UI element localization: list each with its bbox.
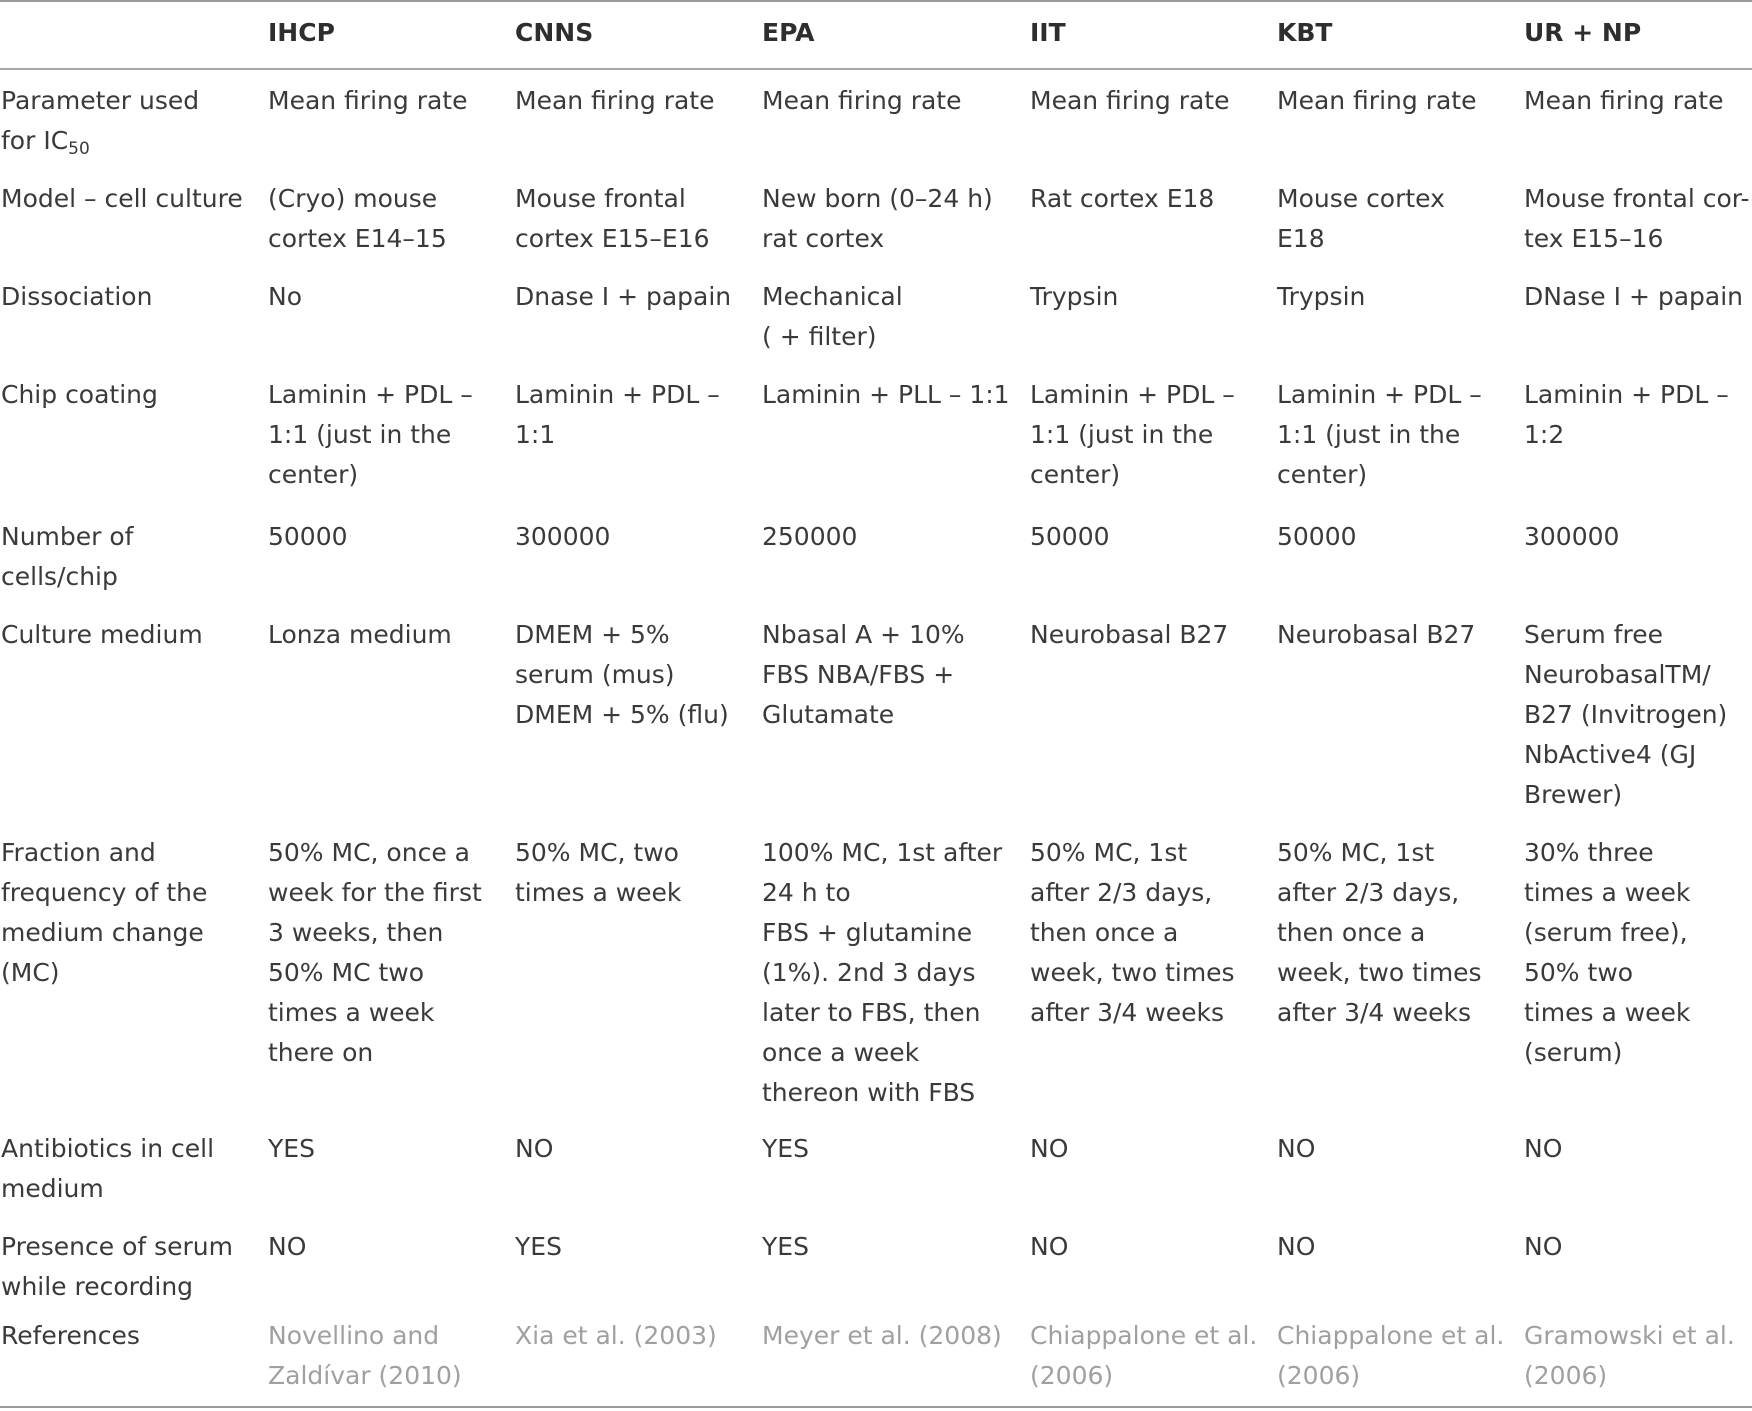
table-cell: 50% MC, once a week for the first 3 weeks, then 50% MC two times a week there on (268, 838, 482, 1067)
table-header-rule (0, 68, 1752, 70)
column-header: CNNS (515, 18, 594, 47)
table-cell: YES (762, 1232, 809, 1261)
column-header: KBT (1277, 18, 1333, 47)
reference-cell: Meyer et al. (2008) (762, 1321, 1002, 1350)
table-cell: Neurobasal B27 (1277, 620, 1476, 649)
row-label: Parameter used for $IC_{50}$ (1, 86, 200, 159)
row-label: Antibiotics in cell medium (1, 1134, 215, 1203)
table-top-rule (0, 0, 1752, 2)
table-cell: Laminin + PDL – 1:2 (1524, 380, 1729, 449)
table-cell: Mean firing rate (1524, 86, 1724, 115)
reference-cell: Chiappalone et al. (2006) (1277, 1321, 1505, 1390)
row-label: Fraction and frequency of the medium change (MC) (1, 838, 208, 987)
table-cell: 50% MC, two times a week (515, 838, 682, 907)
table-cell: 250000 (762, 522, 858, 551)
table-cell: NO (268, 1232, 307, 1261)
row-label: Chip coating (1, 380, 158, 409)
table-cell: 30% three times a week (serum free), 50% two times a week (serum) (1524, 838, 1691, 1067)
table-cell: Trypsin (1030, 282, 1119, 311)
table-cell: Mouse cortex E18 (1277, 184, 1445, 253)
row-label: Model – cell culture (1, 184, 243, 213)
table-cell: Mean firing rate (1277, 86, 1477, 115)
table-cell: Mean firing rate (762, 86, 962, 115)
table-cell: Serum free NeurobasalTM/ B27 (Invitrogen) NbActive4 (GJ Brewer) (1524, 620, 1728, 809)
column-header: IHCP (268, 18, 335, 47)
table-cell: 100% MC, 1st after 24 h to FBS + glutamine (1%). 2nd 3 days later to FBS, then once a week thereon with FBS (762, 838, 1003, 1107)
table-cell: Neurobasal B27 (1030, 620, 1229, 649)
table-cell: Dnase I + papain (515, 282, 732, 311)
table-cell: Laminin + PDL – 1:1 (just in the center) (268, 380, 473, 489)
table-cell: Rat cortex E18 (1030, 184, 1215, 213)
row-label-subscript: 50 (68, 139, 90, 159)
table-cell: Mouse frontal cor- tex E15–16 (1524, 184, 1750, 253)
table-cell: Trypsin (1277, 282, 1366, 311)
table-cell: 50000 (1277, 522, 1357, 551)
table-cell: Laminin + PDL – 1:1 (just in the center) (1030, 380, 1235, 489)
table-cell: NO (1030, 1232, 1069, 1261)
table-cell: DNase I + papain (1524, 282, 1744, 311)
table-cell: No (268, 282, 302, 311)
table-cell: Laminin + PDL – 1:1 (just in the center) (1277, 380, 1482, 489)
table-cell: NO (515, 1134, 554, 1163)
table-cell: NO (1277, 1232, 1316, 1261)
table-cell: 50% MC, 1st after 2/3 days, then once a week, two times after 3/4 weeks (1277, 838, 1482, 1027)
table-cell: (Cryo) mouse cortex E14–15 (268, 184, 447, 253)
column-header: UR + NP (1524, 18, 1642, 47)
table-cell: NO (1524, 1134, 1563, 1163)
table-cell: 50000 (1030, 522, 1110, 551)
reference-cell: Gramowski et al. (2006) (1524, 1321, 1735, 1390)
table-cell: Laminin + PLL – 1:1 (762, 380, 1010, 409)
row-label: Dissociation (1, 282, 153, 311)
table-cell: Mechanical ( + filter) (762, 282, 903, 351)
table-cell: Nbasal A + 10% FBS NBA/FBS + Glutamate (762, 620, 965, 729)
table-cell: Lonza medium (268, 620, 452, 649)
reference-cell: Novellino and Zaldívar (2010) (268, 1321, 462, 1390)
row-label: Presence of serum while recording (1, 1232, 233, 1301)
table-cell: YES (268, 1134, 315, 1163)
table-cell: New born (0–24 h) rat cortex (762, 184, 993, 253)
table-cell: Mean firing rate (268, 86, 468, 115)
row-label: Number of cells/chip (1, 522, 134, 591)
table-cell: Mean firing rate (515, 86, 715, 115)
table-cell: Laminin + PDL – 1:1 (515, 380, 720, 449)
reference-cell: Xia et al. (2003) (515, 1321, 717, 1350)
table-cell: 50% MC, 1st after 2/3 days, then once a week, two times after 3/4 weeks (1030, 838, 1235, 1027)
table-bottom-rule (0, 1406, 1752, 1408)
table-cell: 50000 (268, 522, 348, 551)
table-cell: 300000 (1524, 522, 1620, 551)
column-header: IIT (1030, 18, 1066, 47)
column-header: EPA (762, 18, 815, 47)
table-cell: YES (515, 1232, 562, 1261)
table-cell: Mouse frontal cortex E15–E16 (515, 184, 710, 253)
reference-cell: Chiappalone et al. (2006) (1030, 1321, 1258, 1390)
row-label: References (1, 1321, 140, 1350)
table-cell: 300000 (515, 522, 611, 551)
table-cell: YES (762, 1134, 809, 1163)
table-cell: NO (1277, 1134, 1316, 1163)
table-cell: DMEM + 5% serum (mus) DMEM + 5% (flu) (515, 620, 729, 729)
table-cell: NO (1524, 1232, 1563, 1261)
row-label: Culture medium (1, 620, 203, 649)
table-cell: NO (1030, 1134, 1069, 1163)
table-cell: Mean firing rate (1030, 86, 1230, 115)
